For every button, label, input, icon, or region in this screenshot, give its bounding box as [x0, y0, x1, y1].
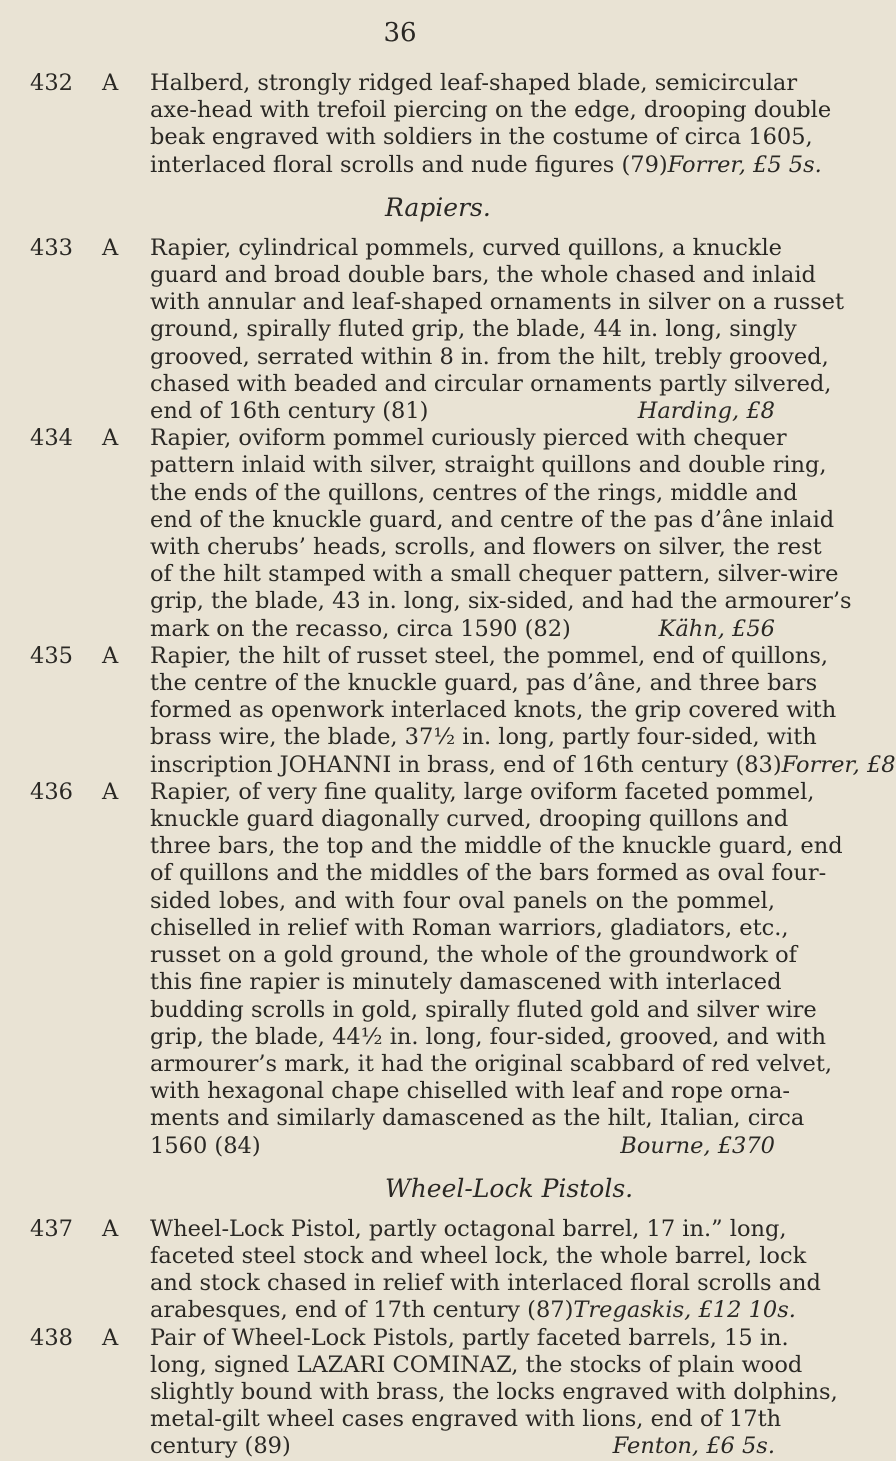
lot-description-line: Wheel-Lock Pistol, partly octagonal barrel, 17 in.” long, — [150, 1215, 787, 1242]
lot-description-line: ground, spirally fluted grip, the blade, 44 in. long, singly — [150, 316, 797, 343]
lot-description-line: faceted steel stock and wheel lock, the whole barrel, lock — [150, 1242, 807, 1269]
lot-437 — [30, 1215, 821, 1325]
lot-description-line: chiselled in relief with Roman warriors, gladiators, etc., — [150, 914, 789, 941]
lot-435 — [30, 642, 896, 779]
lot-final-text: interlaced floral scrolls and nude figures (79) — [150, 151, 668, 178]
lot-attribution: Forrer, £8 — [781, 751, 896, 778]
lot-final-text: mark on the recasso, circa 1590 (82) — [150, 615, 571, 642]
lot-description-line: axe-head with trefoil piercing on the edge, drooping double — [150, 97, 832, 124]
lot-description-line: Rapier, cylindrical pommels, curved quillons, a knuckle — [150, 234, 782, 261]
lot-434 — [30, 425, 852, 643]
lot-description-line: Rapier, oviform pommel curiously pierced with chequer — [150, 425, 787, 452]
lot-description-line: Pair of Wheel-Lock Pistols, partly faceted barrels, 15 in. — [150, 1324, 789, 1351]
lot-final-line — [150, 616, 775, 643]
lot-description-line: of quillons and the middles of the bars formed as oval four- — [150, 860, 827, 887]
lot-432 — [30, 70, 832, 179]
section-title-wheel-lock-pistols: Wheel-Lock Pistols. — [385, 1173, 634, 1203]
lot-final-text: 1560 (84) — [150, 1132, 261, 1159]
lot-final-line — [150, 151, 822, 179]
lot-attribution: Tregaskis, £12 10s. — [573, 1297, 796, 1324]
lot-number: 436 — [30, 778, 73, 805]
lot-description-line: ments and similarly damascened as the hilt, Italian, circa — [150, 1105, 805, 1132]
lot-final-text: end of 16th century (81) — [150, 398, 429, 425]
lot-final-line — [150, 1297, 796, 1324]
lot-description-line: chased with beaded and circular ornaments partly silvered, — [150, 370, 832, 397]
lot-description-line: end of the knuckle guard, and centre of the pas d’âne inlaid — [150, 506, 835, 533]
lot-final-text: century (89) — [150, 1433, 291, 1460]
lot-number: 434 — [30, 425, 73, 452]
lot-final-line — [150, 398, 775, 425]
lot-description-line: with annular and leaf-shaped ornaments in silver on a russet — [150, 289, 845, 316]
lot-description-line: this fine rapier is minutely damascened with interlaced — [150, 969, 782, 996]
lot-final-text: inscription JOHANNI in brass, end of 16th century (83) — [150, 751, 782, 778]
lot-description-line: with hexagonal chape chiselled with leaf and rope orna- — [150, 1078, 791, 1105]
lot-description-line: beak engraved with soldiers in the costume of circa 1605, — [150, 124, 813, 151]
lot-description-line: the centre of the knuckle guard, pas d’âne, and three bars — [150, 670, 818, 697]
lot-description-line: and stock chased in relief with interlaced floral scrolls and — [150, 1270, 821, 1297]
lot-final-line — [150, 751, 896, 779]
lot-433 — [30, 234, 845, 425]
lot-article: A — [102, 642, 119, 669]
lot-article: A — [102, 1215, 119, 1242]
lot-article: A — [102, 425, 119, 452]
lot-attribution: Bourne, £370 — [620, 1132, 775, 1159]
lot-description-line: sided lobes, and with four oval panels on the pommel, — [150, 887, 775, 914]
lot-description-line: Halberd, strongly ridged leaf-shaped blade, semicircular — [150, 70, 798, 96]
lot-description-line: pattern inlaid with silver, straight quillons and double ring, — [150, 452, 827, 479]
lot-number: 433 — [30, 234, 73, 261]
lot-description-line: three bars, the top and the middle of the knuckle guard, end — [150, 833, 843, 860]
page-number: 36 — [383, 18, 417, 48]
lot-436 — [30, 778, 843, 1160]
lot-article: A — [102, 1324, 119, 1351]
lot-article: A — [102, 70, 119, 96]
lot-description-line: with cherubs’ heads, scrolls, and flowers on silver, the rest — [150, 534, 822, 561]
lot-number: 437 — [30, 1215, 73, 1242]
lot-description-line: armourer’s mark, it had the original scabbard of red velvet, — [150, 1050, 833, 1077]
lot-final-text: arabesques, end of 17th century (87) — [150, 1297, 574, 1324]
lot-description-line: knuckle guard diagonally curved, drooping quillons and — [150, 806, 789, 833]
lot-description-line: metal-gilt wheel cases engraved with lions, end of 17th — [150, 1406, 782, 1433]
page-content — [30, 70, 896, 1461]
lot-description-line: grooved, serrated within 8 in. from the hilt, trebly grooved, — [150, 343, 829, 370]
lot-438 — [30, 1324, 838, 1461]
lot-description-line: of the hilt stamped with a small chequer pattern, silver-wire — [150, 561, 839, 588]
lot-final-line — [150, 1133, 775, 1160]
lot-description-line: budding scrolls in gold, spirally fluted gold and silver wire — [150, 996, 817, 1023]
lot-article: A — [102, 778, 119, 805]
lot-description-line: slightly bound with brass, the locks engraved with dolphins, — [150, 1378, 838, 1405]
lot-description-line: grip, the blade, 43 in. long, six-sided, and had the armourer’s — [150, 588, 852, 615]
lot-attribution: Forrer, £5 5s. — [667, 151, 822, 178]
lot-number: 435 — [30, 642, 73, 669]
lot-description-line: Rapier, the hilt of russet steel, the pommel, end of quillons, — [150, 642, 829, 669]
lot-article: A — [102, 234, 119, 261]
section-title-rapiers: Rapiers. — [385, 192, 491, 222]
lot-description-line: grip, the blade, 44½ in. long, four-sided, grooved, and with — [150, 1023, 826, 1050]
lot-final-line — [150, 1433, 775, 1460]
lot-attribution: Fenton, £6 5s. — [612, 1433, 775, 1460]
lot-number: 432 — [30, 70, 73, 96]
lot-description-line: brass wire, the blade, 37½ in. long, partly four-sided, with — [150, 724, 817, 751]
lot-attribution: Harding, £8 — [637, 398, 775, 425]
lot-description-line: guard and broad double bars, the whole chased and inlaid — [150, 262, 816, 289]
lot-attribution: Kähn, £56 — [658, 615, 775, 642]
lot-description-line: the ends of the quillons, centres of the rings, middle and — [150, 479, 798, 506]
lot-description-line: formed as openwork interlaced knots, the grip covered with — [150, 697, 837, 724]
lot-number: 438 — [30, 1324, 73, 1351]
lot-description-line: russet on a gold ground, the whole of the groundwork of — [150, 942, 797, 969]
lot-description-line: Rapier, of very fine quality, large oviform faceted pommel, — [150, 778, 815, 805]
lot-description-line: long, signed LAZARI COMINAZ, the stocks of plain wood — [150, 1351, 803, 1378]
